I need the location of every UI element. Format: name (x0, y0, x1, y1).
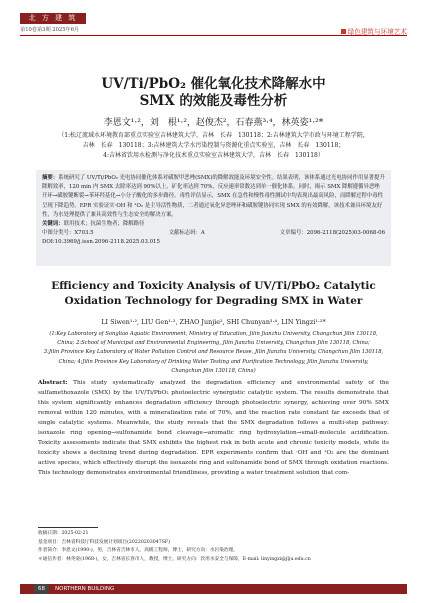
footnote-rule (38, 527, 98, 528)
footnote-received: 收稿日期：2025-02-21 (38, 531, 89, 536)
document-code: 文献标志码：A (168, 230, 205, 237)
abstract-en-label: Abstract: (38, 380, 68, 386)
title-chinese (0, 76, 427, 110)
header-rule (20, 35, 407, 36)
journal-name-band (20, 13, 86, 24)
title-cn-line-2: SMX 的效能及毒性分析 (139, 93, 288, 109)
title-cn-line-1: UV/Ti/PbO₂ 催化氧化技术降解水中 (101, 76, 326, 92)
title-english (0, 279, 427, 309)
affiliations-english (40, 330, 387, 376)
keywords-cn (42, 220, 385, 229)
article-number: 文章编号：2096-2118(2025)03-0068-06 (279, 230, 385, 237)
abstract-english (38, 378, 389, 478)
keywords-cn-text: 联用技术；抗菌生物者；降解路径 (63, 221, 145, 228)
affiliations-chinese (22, 131, 405, 161)
affiliation-en-line: China; 4:Jilin Province Key Laboratory of Drinking Water Testing and Purification Technology, Jilin Jianzhu University, (58, 358, 369, 365)
footnote-author-bio: 作者简介：李恩文(1990-)，男，吉林省吉林市人，高级工程师，博士，研究方向：水污染治理。 (38, 548, 238, 554)
affiliation-cn-line: 吉林 长春 130118；3:吉林建筑大学水污染控制与资源化重点实验室，吉林 长春 130118； (82, 142, 345, 149)
footnotes (38, 530, 389, 564)
affiliation-cn-line: 4:吉林省饮用水检测与净化技术重点实验室吉林建筑大学，吉林 长春 130118） (103, 152, 324, 159)
affiliation-en-line: Changchun Jilin 130118, China) (171, 367, 256, 374)
journal-name: 北 方 建 筑 (28, 14, 78, 22)
footnote-corresponding: ＊通信作者：林英姿(1968-)，女，吉林省长春市人，教授，博士，研究方向：饮用水安全与保障，E-mail: linyingzi@jlju.edu.cn (38, 556, 311, 562)
footer-journal-en: NORTHERN BUILDING (55, 586, 115, 592)
footnote-funding: 基金项目：吉林省科技厅科技发展计划项目(20220203047SF) (38, 539, 170, 545)
abstract-cn-paragraph (42, 174, 385, 220)
doi: DOI:10.3969/j.issn.2096-2118.2025.03.015 (42, 239, 160, 246)
section-label: 绿色建筑与环境艺术 (347, 28, 407, 36)
abstract-cn-text: 系统研究了 UV/Ti/PbO₂ 光电协同催化体系对磺胺甲恶唑(SMX)的降解效能及环境安全性。结果表明，该体系通过光电协同作用显著提升降解效率，120 min 内 SMX 去除率达到 90%以上，矿化率达到 70%，反应速率常数达到单一催化体系。同时，揭示 SMX 降解遵循异恶唑开环→磺胺键断裂→苯环羟基化→小分子酸化的多步路径。毒性评估显示，SMX 在急性和慢性毒性测试中均表现出最高风险，而降解过程中毒性呈现下降趋势。EPR 实验证实·OH 和 ¹O₂ 是主导活性物质，二者通过氧化异恶唑环和磺胺键协同实现 SMX 的有效降解。该技术兼具环境友好性，为水处理提供了兼具高效性与生态安全的解决方案。 (42, 175, 385, 218)
authors-chinese: 李恩文¹·²，刘 根¹·²，赵俊杰²，石春燕³·⁴，林英姿¹·²* (103, 118, 324, 128)
abstract-cn-label: 摘要： (42, 175, 59, 181)
affiliation-en-line: (1:Key Laboratory of Songliao Aquatic Environment, Ministry of Education, Jilin Jianzhu University, Changchun Jilin 130118, (49, 331, 378, 337)
title-en-line-1: Efficiency and Toxicity Analysis of UV/Ti/PbO₂ Catalytic (51, 280, 376, 292)
affiliation-en-line: China; 2:School of Municipal and Environmental Engineering, Jilin Jianzhu University, Changchun Jilin 130118, China; (57, 340, 370, 347)
issue-info: 第10卷第3期 2025年6月 (20, 27, 80, 33)
title-en-line-2: Oxidation Technology for Degrading SMX in Water (64, 295, 363, 307)
clc-number: 中图分类号：X703.5 (42, 230, 94, 237)
abstract-en-text: This study systematically analyzed the degradation efficiency and environmental safety of the sulfamethoxazole (SMX) by the UV/Ti/PbO₂ photoelectric synergistic catalytic system. The results demonstrate that this system significantly enhances degradation efficiency through photoelectric synergy, achieving over 90% SMX removal within 120 minutes, with a mineralization rate of 70%, and the reaction rate constant far exceeds that of single catalytic systems. Meanwhile, the study reveals that the SMX degradation follows a multi-step pathway: isoxazole ring opening→sulfonamide bond cleavage→aromatic ring hydroxylation→small-molecule acidification. Toxicity assessments indicate that SMX exhibits the highest risk in both acute and chronic toxicity models, while its toxicity shows a declining trend during degradation. EPR experiments confirm that ·OH and ¹O₂ are the dominant active species, which effectively disrupt the isoxazole ring and sulfonamide bond of SMX through oxidation reactions. This technology demonstrates environmental friendliness, providing a water treatment solution that com- (38, 380, 389, 476)
section-square-icon (341, 29, 346, 34)
authors-english: LI Siwen¹·², LIU Gen¹·², ZHAO Junjie², SHI Chunyan³·⁴, LIN Yingzi¹·²* (101, 318, 326, 326)
classification-row (42, 229, 385, 238)
affiliation-en-line: 3:Jilin Province Key Laboratory of Water Pollution Control and Resource Reuse, Jilin Jianzhu University, Changchun Jilin 130118, (43, 349, 384, 356)
abstract-chinese-box (36, 170, 391, 266)
affiliation-cn-line: （1:松辽流域水环境教育部重点实验室吉林建筑大学，吉林 长春 130118；2:吉林建筑大学市政与环境工程学院， (58, 132, 369, 139)
footer-band (20, 584, 407, 594)
page-number: 68 (34, 584, 49, 594)
keywords-cn-label: 关键词： (42, 221, 64, 228)
